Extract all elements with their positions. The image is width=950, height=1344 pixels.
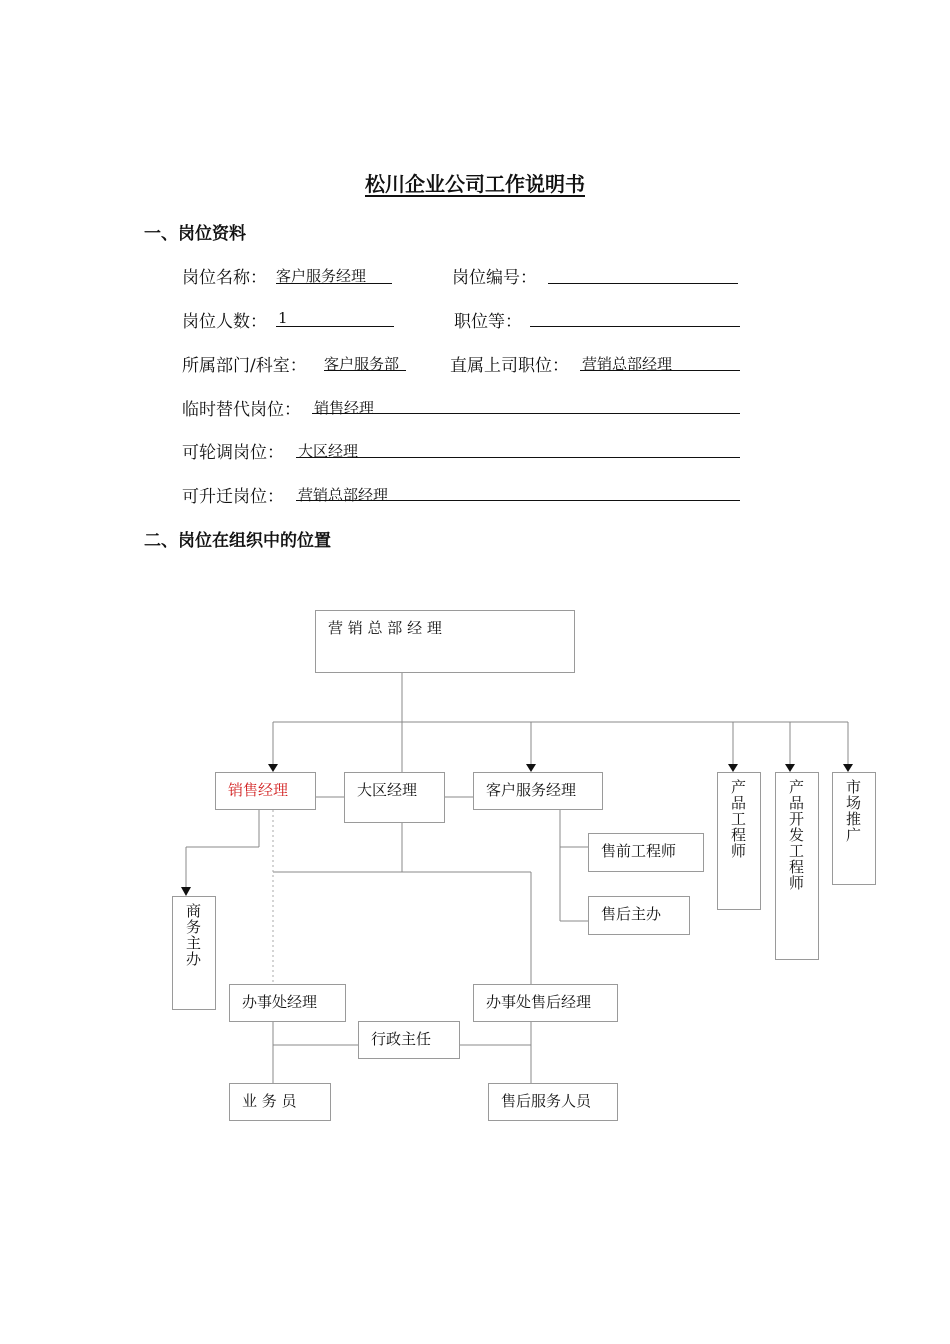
headcount-label: 岗位人数： (182, 312, 267, 332)
org-box-label: 大区经理 (357, 781, 418, 799)
section-heading-position-info: 一、岗位资料 (144, 224, 246, 244)
grade-label: 职位等： (454, 312, 522, 332)
org-box-presales-engineer (588, 833, 704, 872)
dept-value: 客户服务部 (324, 355, 400, 373)
org-box-regional-manager (344, 772, 445, 823)
position-name-label: 岗位名称： (182, 268, 267, 288)
org-box-label: 营 销 总 部 经 理 (328, 619, 442, 637)
org-box-label: 售后主办 (601, 905, 662, 923)
org-box-office-manager (229, 984, 346, 1022)
superior-label: 直属上司职位： (450, 356, 569, 376)
position-name-value: 客户服务经理 (276, 267, 367, 285)
org-box-label: 产品开发工程师 (787, 779, 805, 891)
headcount-value: 1 (278, 309, 288, 327)
org-box-marketing-promotion (832, 772, 876, 885)
promotion-value: 营销总部经理 (298, 486, 389, 504)
org-box-customer-service-manager (473, 772, 603, 810)
org-box-label: 客户服务经理 (486, 781, 577, 799)
org-box-office-aftersales-manager (473, 984, 618, 1022)
org-box-label: 行政主任 (371, 1030, 432, 1048)
org-box-label: 办事处售后经理 (486, 993, 592, 1011)
org-box-label: 市场推广 (844, 779, 862, 843)
position-code-label: 岗位编号： (452, 268, 537, 288)
org-box-label: 商务主办 (184, 903, 202, 967)
org-box-marketing-director (315, 610, 575, 673)
temp-sub-label: 临时替代岗位： (182, 400, 301, 420)
org-box-label: 售前工程师 (601, 842, 677, 860)
rotation-label: 可轮调岗位： (182, 443, 284, 463)
org-box-business-supervisor (172, 896, 216, 1010)
org-box-aftersales-staff (488, 1083, 618, 1121)
promotion-label: 可升迁岗位： (182, 487, 284, 507)
org-box-label: 售后服务人员 (501, 1092, 592, 1110)
org-box-salesman (229, 1083, 331, 1121)
org-box-aftersales-supervisor (588, 896, 690, 935)
superior-value: 营销总部经理 (582, 355, 673, 373)
rotation-value: 大区经理 (298, 442, 359, 460)
org-box-label: 业 务 员 (242, 1092, 297, 1110)
org-box-admin-supervisor (358, 1021, 460, 1059)
temp-sub-value: 销售经理 (314, 399, 375, 417)
org-box-label: 产品工程师 (729, 779, 747, 859)
org-box-label: 办事处经理 (242, 993, 318, 1011)
dept-label: 所属部门/科室： (182, 356, 307, 376)
org-box-product-engineer (717, 772, 761, 910)
document-title: 松川企业公司工作说明书 (365, 172, 585, 196)
org-box-sales-manager (215, 772, 316, 810)
section-heading-org-position: 二、岗位在组织中的位置 (144, 531, 331, 551)
org-box-label: 销售经理 (228, 781, 289, 799)
org-box-product-dev-engineer (775, 772, 819, 960)
